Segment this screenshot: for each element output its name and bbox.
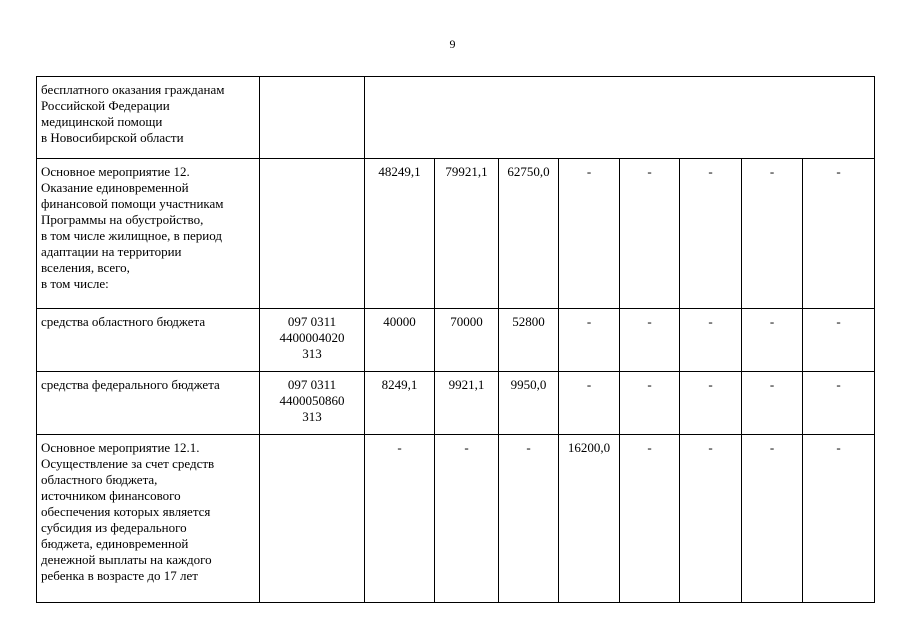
value-cell: - — [620, 435, 680, 603]
value-cell: - — [803, 159, 875, 309]
value-cell: 40000 — [365, 309, 435, 372]
table-row — [37, 372, 875, 435]
value-cell: - — [559, 159, 620, 309]
value-cell: - — [620, 159, 680, 309]
value-cell: - — [742, 159, 803, 309]
value-cell: - — [742, 435, 803, 603]
value-cell: - — [620, 309, 680, 372]
row-name-cell: Основное мероприятие 12.1. Осуществление за счет средств областного бюджета, источником финансового обеспечения которых является субсидия из федерального бюджета, единовременной денежной выплаты на каждого ребенка в возрасте до 17 лет — [37, 435, 260, 603]
page-number: 9 — [449, 37, 456, 51]
value-cell: 16200,0 — [559, 435, 620, 603]
table-row — [37, 159, 875, 309]
value-cell: - — [742, 372, 803, 435]
value-cell: - — [803, 309, 875, 372]
table-row — [37, 435, 875, 603]
value-cell: 70000 — [435, 309, 499, 372]
value-cell: - — [680, 309, 742, 372]
value-cell: - — [803, 372, 875, 435]
value-cell: - — [499, 435, 559, 603]
value-cell: 62750,0 — [499, 159, 559, 309]
value-cell: 9921,1 — [435, 372, 499, 435]
value-cell: 8249,1 — [365, 372, 435, 435]
budget-code-cell — [260, 77, 365, 159]
value-cell: - — [742, 309, 803, 372]
row-name-cell: Основное мероприятие 12. Оказание единовременной финансовой помощи участникам Программы на обустройство, в том числе жилищное, в период адаптации на территории вселения, всего, в том числе: — [37, 159, 260, 309]
value-cell: 52800 — [499, 309, 559, 372]
value-cell: - — [435, 435, 499, 603]
value-cell: - — [365, 435, 435, 603]
row-name-cell: средства федерального бюджета — [37, 372, 260, 435]
row-name-cell: бесплатного оказания гражданам Российской Федерации медицинской помощи в Новосибирской области — [37, 77, 260, 159]
value-cell: - — [803, 435, 875, 603]
row-name-cell: средства областного бюджета — [37, 309, 260, 372]
budget-code-cell — [260, 159, 365, 309]
value-cell: - — [559, 309, 620, 372]
budget-code-cell — [260, 435, 365, 603]
empty-values-cell — [365, 77, 875, 159]
value-cell: 79921,1 — [435, 159, 499, 309]
budget-code-cell: 097 0311 4400004020 313 — [260, 309, 365, 372]
value-cell: - — [680, 372, 742, 435]
budget-code-cell: 097 0311 4400050860 313 — [260, 372, 365, 435]
value-cell: 48249,1 — [365, 159, 435, 309]
table-row — [37, 77, 875, 159]
table-row — [37, 309, 875, 372]
value-cell: - — [559, 372, 620, 435]
value-cell: - — [680, 159, 742, 309]
value-cell: - — [680, 435, 742, 603]
value-cell: 9950,0 — [499, 372, 559, 435]
budget-table — [36, 76, 875, 603]
value-cell: - — [620, 372, 680, 435]
